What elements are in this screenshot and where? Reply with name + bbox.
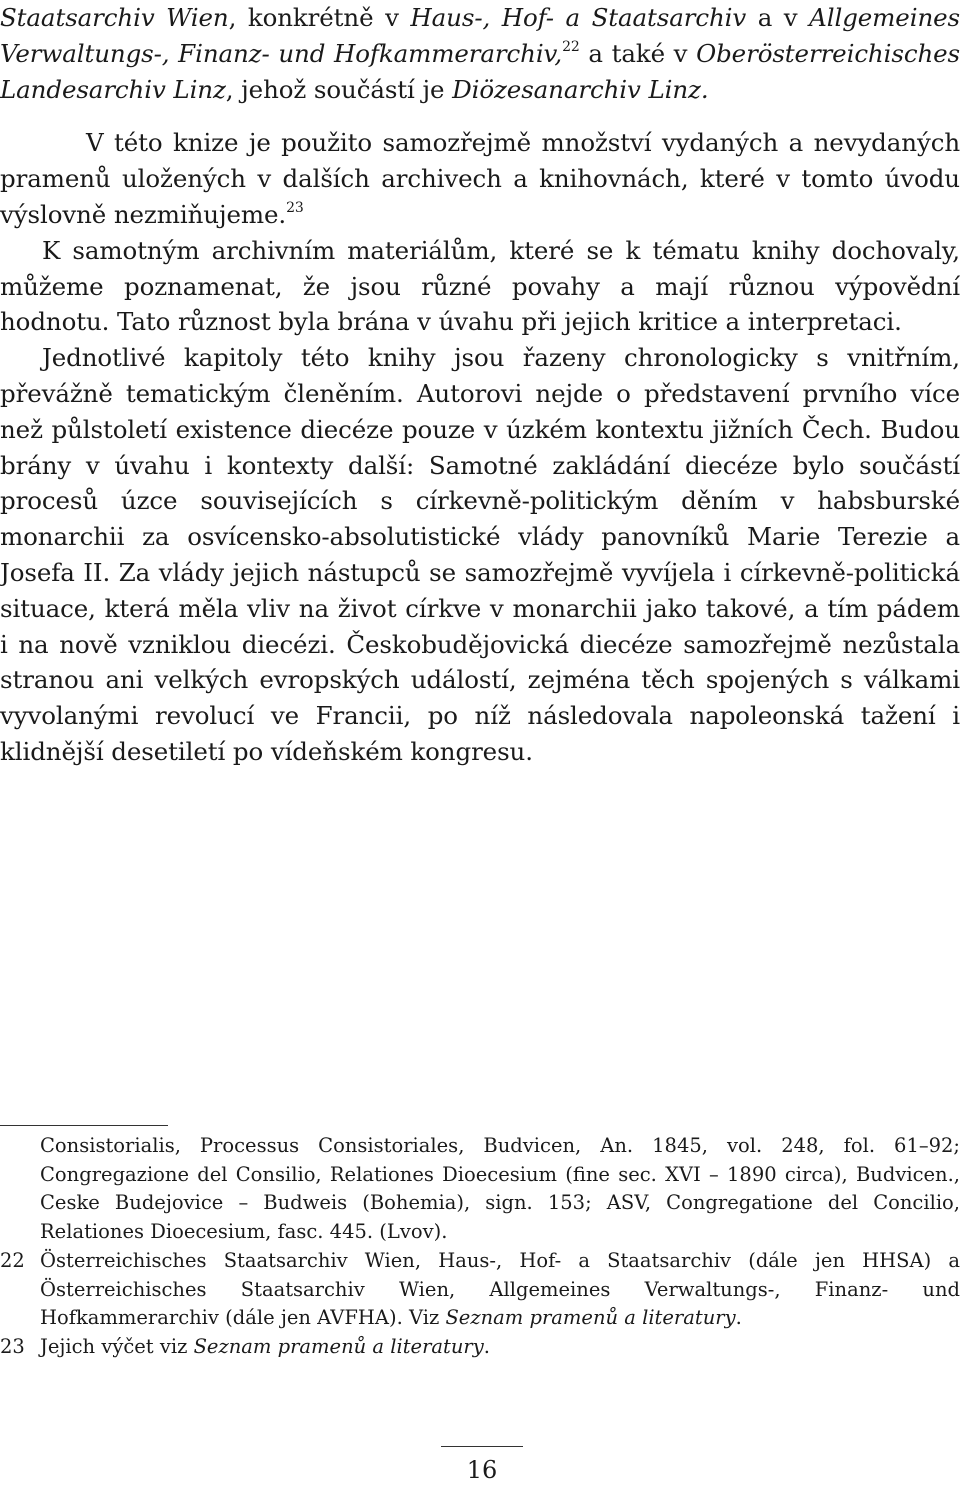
footnote-separator [0, 1125, 168, 1126]
paragraph: Jednotlivé kapitoly této knihy jsou řazeny chronologicky s vnitřním, převážně tematickým členěním. Autorovi nejde o představení prvního více než půlstoletí existence diecéze pouze v úzkém kontextu jižních Čech. Budou brány v úvahu i kontexty další: Samotné zakládání diecéze bylo součástí procesů úzce souvisejících s církevně-politickým děním v habsburské monarchii za osvícensko-absolutistické vlády panovníků Marie Terezie a Josefa II. Za vlády jejich nástupců se samozřejmě vyvíjela i církevně-politická situace, která měla vliv na život církve v monarchii jako takové, a tím pádem i na nově vzniklou diecézi. Českobudějovická diecéze samozřejmě nezůstala stranou ani velkých evropských událostí, zejména těch spojených s válkami vyvolanými revolucí ve Francii, po níž následovala napoleonská tažení i klidnější desetiletí po vídeňském kongresu. [0, 343, 960, 766]
footnote-continuation: Consistorialis, Processus Consistoriales, Budvicen, An. 1845, vol. 248, fol. 61–92; Congregazione del Consilio, Relationes Dioecesium (fine sec. XVI – 1890 circa), Budvicen., Ceske Budejovice – Budweis (Bohemia), sign. 153; ASV, Congregatione del Concilio, Relationes Dioecesium, fasc. 445. (Lvov). [40, 1134, 960, 1244]
footnote-number: 23 [0, 1334, 25, 1358]
page-number: 16 [466, 1456, 498, 1484]
footnote-23: 23 Jejich výčet viz Seznam pramenů a literatury. [0, 1333, 960, 1362]
page-number-rule [441, 1446, 523, 1447]
footnotes [0, 1132, 960, 1362]
footnote-ref-23[interactable]: 23 [286, 199, 304, 216]
paragraph: V této knize je použito samozřejmě množství vydaných a nevydaných pramenů uložených v dalších archivech a knihovnách, které v tomto úvodu výslovně nezmiňujeme.$^{23}$ [0, 128, 960, 229]
footnote-ref-22[interactable]: 22 [562, 38, 580, 55]
footnote-22: 22 Österreichisches Staatsarchiv Wien, Haus-, Hof- a Staatsarchiv (dále jen HHSA) a Österreichisches Staatsarchiv Wien, Allgemeines Verwaltungs-, Finanz- und Hofkammerarchiv (dále jen AVFHA). Viz Seznam pramenů a literatury. [0, 1248, 960, 1330]
footnote-number: 22 [0, 1248, 25, 1272]
paragraph-continuation: Staatsarchiv Wien, konkrétně v Haus-, Hof- a Staatsarchiv a v Allgemeines Verwaltungs-, Finanz- und Hofkammerarchiv,$^{22}$ a také v Oberösterreichisches Landesarchiv Linz, jehož součástí je Diözesanarchiv Linz. [0, 3, 960, 104]
paragraph: K samotným archivním materiálům, které se k tématu knihy dochovaly, můžeme poznamenat, že jsou různé povahy a mají různou výpovědní hodnotu. Tato různost byla brána v úvahu při jejich kritice a interpretaci. [0, 235, 960, 337]
